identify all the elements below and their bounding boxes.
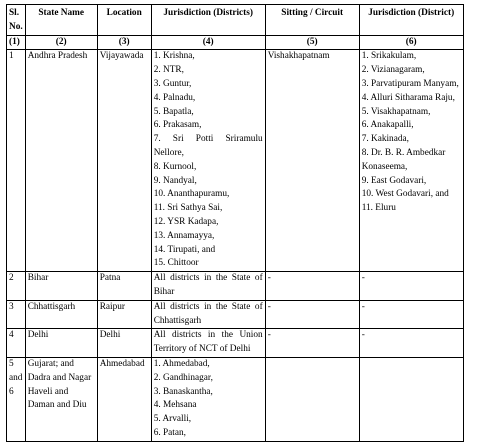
location-cell: Ahmedabad <box>97 357 151 441</box>
state-cell: Andhra Pradesh <box>25 50 97 272</box>
sitting-cell: Vishakhapatnam <box>265 50 359 272</box>
list-item: 2. Vizianagaram, <box>361 65 425 76</box>
jurisdiction2-cell: - <box>359 329 463 358</box>
table-row <box>7 50 464 272</box>
jurisdiction-cell: All districts in the Union Territory of NCT of Delhi <box>151 329 265 358</box>
list-item: 9. East Godavari, <box>361 175 427 186</box>
list-item: 1. Srikakulam, <box>361 51 417 62</box>
list-item: 3. Guntur, <box>153 78 192 89</box>
list-item: 1. Ahmedabad, <box>153 358 210 369</box>
district-list <box>362 50 461 216</box>
sitting-cell: - <box>265 272 359 301</box>
jurisdiction2-cell: - <box>359 300 463 329</box>
jurisdiction-cell: All districts in the State of Bihar <box>151 272 265 301</box>
list-item: 12. YSR Kadapa, <box>153 216 219 227</box>
list-item: 13. Annamayya, <box>153 230 215 241</box>
col-number: (6) <box>359 35 463 50</box>
table-row <box>7 357 464 441</box>
list-item: 6. Patan, <box>153 427 186 438</box>
state-cell: Chhattisgarh <box>25 300 97 329</box>
sl-cell: 4 <box>7 329 26 358</box>
header-sitting: Sitting / Circuit <box>265 5 359 36</box>
list-item: 7. Kakinada, <box>361 134 409 145</box>
jurisdiction-table <box>6 4 464 442</box>
col-number: (1) <box>7 35 26 50</box>
list-item: 6. Anakapalli, <box>361 120 414 131</box>
list-item: 8. Kurnool, <box>153 161 197 172</box>
location-cell: Delhi <box>97 329 151 358</box>
district-list <box>154 358 263 441</box>
state-cell: Delhi <box>25 329 97 358</box>
col-number: (3) <box>97 35 151 50</box>
header-sl: Sl. No. <box>7 5 26 36</box>
list-item: 3. Parvatipuram Manyam, <box>361 78 459 89</box>
jurisdiction2-cell <box>359 50 463 272</box>
list-item: 2. NTR, <box>153 65 184 76</box>
list-item: 7. Sri Potti Sriramulu Nellore, <box>153 134 263 158</box>
sl-cell: 2 <box>7 272 26 301</box>
list-item: 5. Visakhapatnam, <box>361 106 431 117</box>
header-state: State Name <box>25 5 97 36</box>
list-item: 15. Chittoor <box>153 258 199 269</box>
header-row <box>7 5 464 36</box>
list-item: 5. Arvalli, <box>153 414 192 425</box>
list-item: 4. Palnadu, <box>153 92 196 103</box>
sl-cell: 1 <box>7 50 26 272</box>
header-jurisdiction2: Jurisdiction (District) <box>359 5 463 36</box>
list-item: 14. Tirupati, and <box>153 244 216 255</box>
location-cell: Vijayawada <box>97 50 151 272</box>
list-item: 10. West Godavari, and <box>361 189 449 200</box>
header-jurisdiction: Jurisdiction (Districts) <box>151 5 265 36</box>
sl-cell: 3 <box>7 300 26 329</box>
district-list <box>154 50 263 271</box>
list-item: 11. Eluru <box>361 203 396 214</box>
list-item: 11. Sri Sathya Sai, <box>153 203 223 214</box>
list-item: 10. Ananthapuramu, <box>153 189 230 200</box>
col-number: (4) <box>151 35 265 50</box>
table-row <box>7 272 464 301</box>
jurisdiction2-cell <box>359 357 463 441</box>
list-item: 8. Dr. B. R. Ambedkar Konaseema, <box>361 147 446 172</box>
header-location: Location <box>97 5 151 36</box>
col-number: (2) <box>25 35 97 50</box>
list-item: 3. Banaskantha, <box>153 386 213 397</box>
state-cell: Gujarat; and Dadra and Nagar Haveli and Daman and Diu <box>25 357 97 441</box>
table-row <box>7 300 464 329</box>
jurisdiction-cell: All districts in the State of Chhattisgarh <box>151 300 265 329</box>
table-row <box>7 329 464 358</box>
sitting-cell <box>265 357 359 441</box>
jurisdiction-cell <box>151 50 265 272</box>
col-number: (5) <box>265 35 359 50</box>
list-item: 4. Mehsana <box>153 400 197 411</box>
location-cell: Patna <box>97 272 151 301</box>
location-cell: Raipur <box>97 300 151 329</box>
sl-cell: 5 and 6 <box>7 357 26 441</box>
sitting-cell: - <box>265 300 359 329</box>
document-page <box>6 4 464 442</box>
state-cell: Bihar <box>25 272 97 301</box>
list-item: 6. Prakasam, <box>153 120 202 131</box>
list-item: 9. Nandyal, <box>153 175 197 186</box>
jurisdiction2-cell: - <box>359 272 463 301</box>
list-item: 4. Alluri Sitharama Raju, <box>361 92 455 103</box>
sitting-cell: - <box>265 329 359 358</box>
column-number-row <box>7 35 464 50</box>
list-item: 5. Bapatla, <box>153 106 194 117</box>
list-item: 1. Krishna, <box>153 51 195 62</box>
jurisdiction-cell <box>151 357 265 441</box>
list-item: 2. Gandhinagar, <box>153 372 213 383</box>
